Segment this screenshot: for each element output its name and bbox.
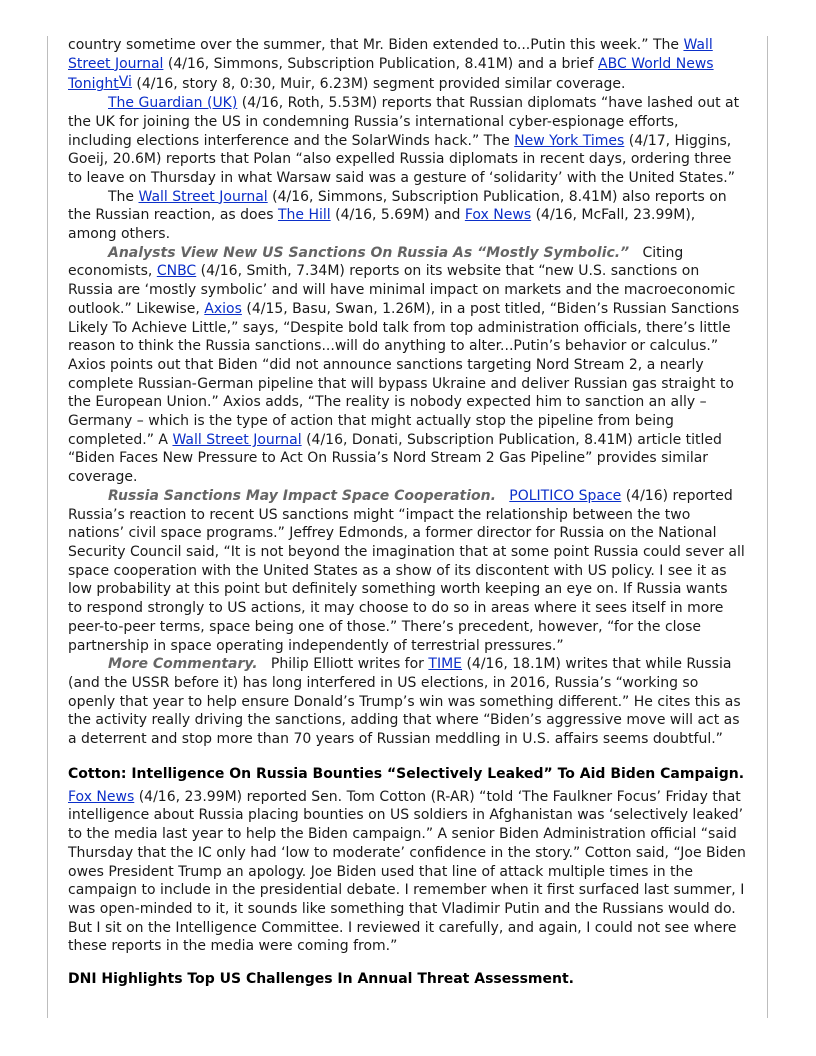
link-time[interactable]: TIME [428, 656, 462, 673]
link-fox-news[interactable]: Fox News [464, 207, 532, 224]
paragraph-russian-reaction: The Wall Street Journal (4/16, Simmons, Subscription Publication, 8.41M) also reports on the Russian reaction, as does The Hill (4/16, 5.69M) and Fox News (4/16, McFall, 23.99M), among others. [68, 188, 727, 243]
link-wall-street-journal[interactable]: Wall Street Journal [68, 37, 713, 72]
link-wall-street-journal[interactable]: Wall Street Journal [172, 431, 302, 448]
right-margin-rule [767, 36, 768, 1018]
paragraph-space-cooperation: Russia Sanctions May Impact Space Cooperation. POLITICO Space (4/16) reported Russia’s reaction to recent US sanctions might “impact the relationship between the two nations’ civil space programs.” Jeffrey Edmonds, a former director for Russia on the National Security Council said, “It is not beyond the imagination that at some point Russia could sever all space cooperation with the United States as a show of its discontent with US policy. I see it as low probability at this point but definitely something worth keeping an eye on. If Russia wants to respond strongly to US actions, it may choose to do so in areas where it sees itself in more peer-to-peer terms, space being one of those.” There’s precedent, however, “for the close partnership in space operating independently of terrestrial pressures.” [68, 487, 745, 654]
left-margin-rule [47, 36, 48, 1018]
video-link-icon[interactable]: Vi [118, 74, 132, 91]
paragraph-analysts-sanctions: Analysts View New US Sanctions On Russia As “Mostly Symbolic.” Citing economists, CNBC (4/16, Smith, 7.34M) reports on its website that “new U.S. sanctions on Russia are ‘mostly symbolic’ and will have minimal impact on markets and the macroeconomic outlook.” Likewise, Axios (4/15, Basu, Swan, 1.26M), in a post titled, “Biden’s Russian Sanctions Likely To Achieve Little,” says, “Despite bold talk from top administration officials, there’s little reason to think the Russia sanctions...will do anything to alter...Putin’s behavior or calculus.” Axios points out that Biden “did not announce sanctions targeting Nord Stream 2, a nearly complete Russian-German pipeline that will bypass Ukraine and deliver Russian gas straight to the European Union.” Axios adds, “The reality is nobody expected him to sanction an ally – Germany – which is the type of action that might actually stop the pipeline from being completed.” A Wall Street Journal (4/16, Donati, Subscription Publication, 8.41M) article titled “Biden Faces New Pressure to Act On Russia’s Nord Stream 2 Gas Pipeline” provides similar coverage. [68, 244, 740, 486]
paragraph-more-commentary: More Commentary. Philip Elliott writes for TIME (4/16, 18.1M) writes that while Russia (and the USSR before it) has long interfered in US elections, in 2016, Russia’s “working so openly that year to help ensure Donald’s Trump’s win was something different.” He cites this as the activity really driving the sanctions, adding that where “Biden’s aggressive move will act as a deterrent and stop more than 70 years of Russian meddling in U.S. affairs seems doubtful.” [68, 656, 741, 748]
document-body [68, 36, 746, 993]
link-the-hill[interactable]: The Hill [277, 207, 331, 224]
story-heading-cotton: Cotton: Intelligence On Russia Bounties “Selectively Leaked” To Aid Biden Campaign. [68, 765, 745, 782]
story-heading-dni: DNI Highlights Top US Challenges In Annual Threat Assessment. [68, 971, 574, 988]
subheading-space: Russia Sanctions May Impact Space Cooperation. [108, 487, 496, 504]
link-axios[interactable]: Axios [204, 300, 242, 317]
subheading-analysts: Analysts View New US Sanctions On Russia As “Mostly Symbolic.” [108, 244, 630, 261]
link-abc-world-news-tonight[interactable]: ABC World News Tonight [68, 55, 714, 93]
link-new-york-times[interactable]: New York Times [514, 132, 625, 149]
link-politico-space[interactable]: POLITICO Space [509, 487, 622, 504]
subheading-commentary: More Commentary. [108, 656, 258, 673]
link-the-guardian[interactable]: The Guardian (UK) [108, 95, 238, 112]
paragraph-cotton: Fox News (4/16, 23.99M) reported Sen. Tom Cotton (R-AR) “told ‘The Faulkner Focus’ Friday that intelligence about Russia placing bounties on US soldiers in Afghanistan was ‘selectively leaked’ to the media last year to help the Biden campaign.” A senior Biden Administration official “said Thursday that the IC only had ‘low to moderate’ confidence in the story.” Cotton said, “Joe Biden owes President Trump an apology. Joe Biden used that line of attack multiple times in the campaign to include in the presidential debate. I remember when it first surfaced last summer, I was open-minded to it, it sounds like something that Vladimir Putin and the Russians would do. But I sit on the Intelligence Committee. I reviewed it carefully, and again, I could not see where these reports in the media were coming from.” [68, 788, 746, 955]
paragraph-continuation: country sometime over the summer, that Mr. Biden extended to...Putin this week.” The Wall Street Journal (4/16, Simmons, Subscription Publication, 8.41M) and a brief ABC World News TonightVi (4/16, story 8, 0:30, Muir, 6.23M) segment provided similar coverage. [68, 37, 714, 93]
paragraph-guardian: The Guardian (UK) (4/16, Roth, 5.53M) reports that Russian diplomats “have lashed out at the UK for joining the US in condemning Russia’s international cyber-espionage efforts, including elections interference and the SolarWinds hack.” The New York Times (4/17, Higgins, Goeij, 20.6M) reports that Polan “also expelled Russia diplomats in recent days, ordering three to leave on Thursday in what Warsaw said was a gesture of ‘solidarity’ with the United States.” [68, 95, 740, 186]
link-fox-news[interactable]: Fox News [68, 788, 135, 805]
link-wall-street-journal[interactable]: Wall Street Journal [138, 188, 268, 205]
link-cnbc[interactable]: CNBC [156, 263, 197, 280]
